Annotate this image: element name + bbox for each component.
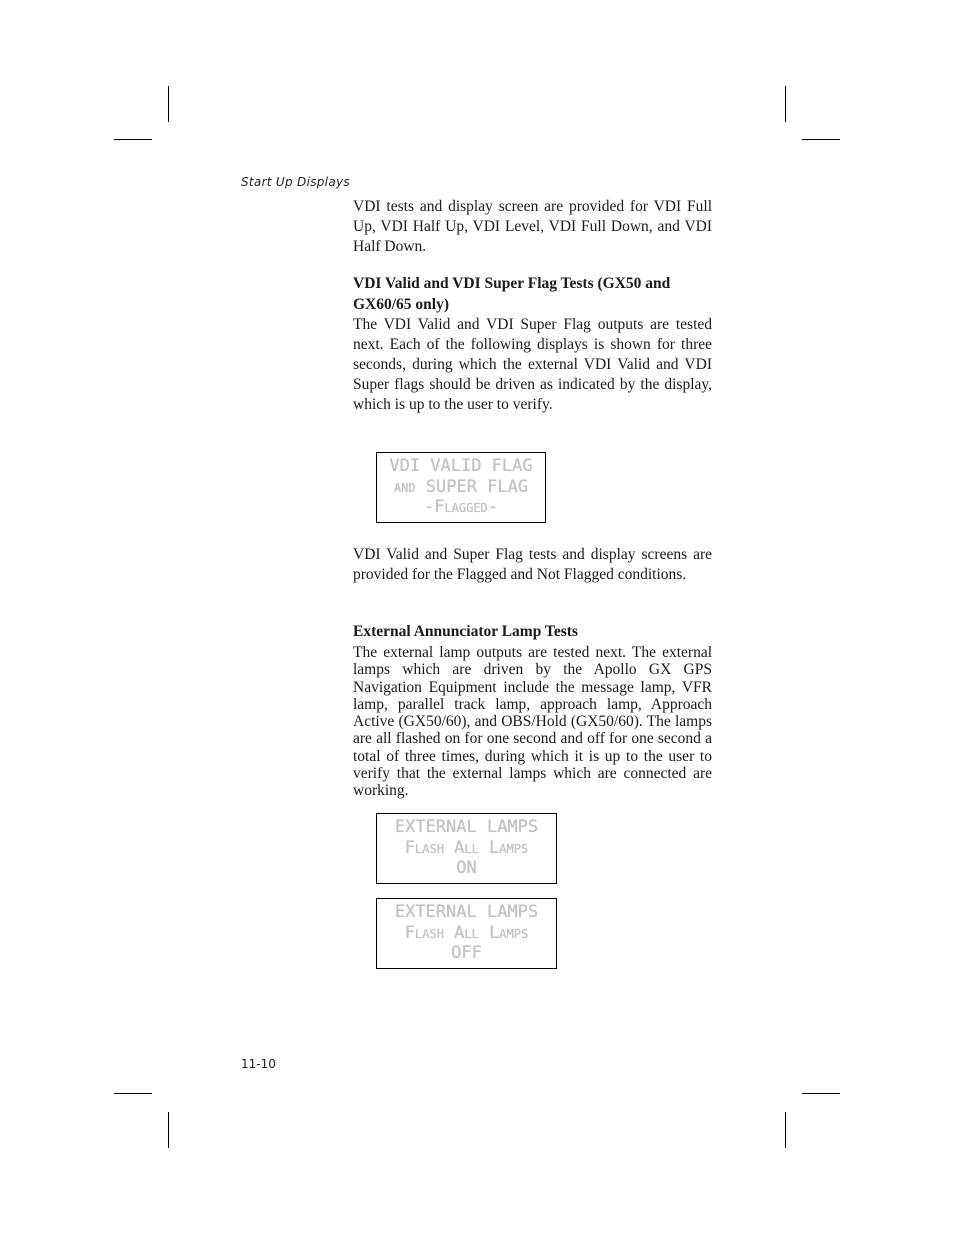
- vdi-display-line2: and SUPER FLAG: [393, 476, 529, 497]
- lamps-off-line2: Flash All Lamps: [404, 922, 529, 943]
- lamps-off-line3: OFF: [451, 943, 482, 963]
- lamps-section-heading: External Annunciator Lamp Tests: [353, 623, 578, 640]
- crop-mark-top-left-vertical: [168, 86, 169, 122]
- crop-mark-top-right-horizontal: [802, 139, 840, 140]
- vdi-heading-line2: GX60/65 only): [353, 295, 450, 313]
- lamps-off-line1: EXTERNAL LAMPS: [394, 902, 539, 922]
- vdi-display-line1: VDI VALID FLAG: [389, 456, 533, 476]
- vdi-display-line3: -Flagged-: [423, 497, 499, 517]
- crop-mark-bottom-left-vertical: [168, 1112, 169, 1148]
- running-head: Start Up Displays: [241, 175, 350, 189]
- lamps-paragraph: The external lamp outputs are tested next. The external lamps which are driven by the Apollo GX GPS Navigation Equipment include the message lamp, VFR lamp, parallel track lamp, approach lamp, Approach Active (GX50/60), and OBS/Hold (GX50/60). The lamps are all flashed on for one second and off for one second a total of three times, during which it is up to the user to verify that the external lamps which are connected are working.: [353, 644, 712, 800]
- vdi-section-heading: [353, 274, 712, 315]
- vdi-heading-line1: VDI Valid and VDI Super Flag Tests (GX50 and: [353, 275, 671, 292]
- vdi-paragraph: The VDI Valid and VDI Super Flag outputs are tested next. Each of the following displays is shown for three seconds, during which the external VDI Valid and VDI Super flags should be driven as indicated by the display, which is up to the user to verify.: [353, 316, 712, 413]
- crop-mark-top-left-horizontal: [114, 139, 152, 140]
- vdi-flag-display: [376, 452, 546, 523]
- crop-mark-top-right-vertical: [785, 86, 786, 122]
- crop-mark-bottom-left-horizontal: [114, 1093, 152, 1094]
- intro-paragraph: VDI tests and display screen are provided for VDI Full Up, VDI Half Up, VDI Level, VDI Full Down, and VDI Half Down.: [353, 198, 712, 255]
- lamps-on-display: [376, 813, 557, 884]
- lamps-on-line2: Flash All Lamps: [404, 837, 529, 858]
- crop-mark-bottom-right-vertical: [785, 1112, 786, 1148]
- lamps-on-line3: ON: [456, 858, 477, 878]
- crop-mark-bottom-right-horizontal: [802, 1093, 840, 1094]
- vdi-after-paragraph: VDI Valid and Super Flag tests and display screens are provided for the Flagged and Not Flagged conditions.: [353, 546, 712, 583]
- page-number: 11-10: [241, 1057, 276, 1071]
- lamps-off-display: [376, 898, 557, 969]
- lamps-on-line1: EXTERNAL LAMPS: [394, 817, 539, 837]
